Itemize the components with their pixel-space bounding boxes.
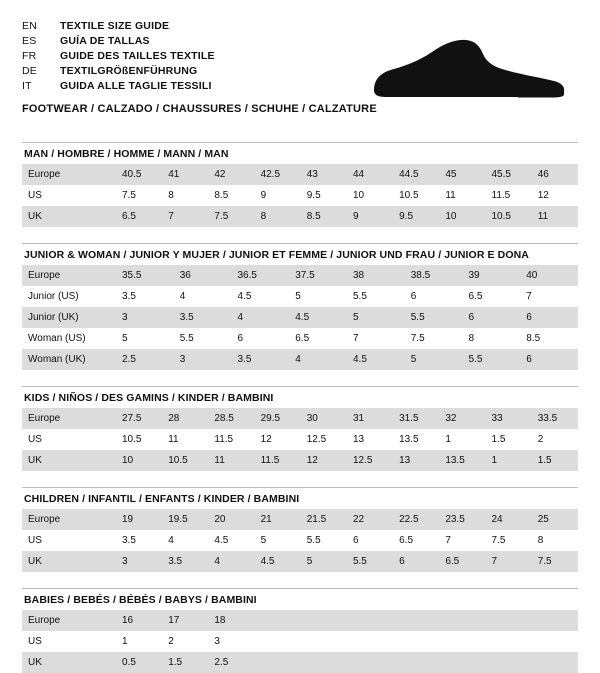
size-cell: 3.5 bbox=[116, 286, 174, 307]
size-cell bbox=[301, 631, 347, 652]
dress-shoe-icon bbox=[368, 34, 568, 106]
size-cell: 8.5 bbox=[520, 328, 578, 349]
size-cell bbox=[393, 631, 439, 652]
size-cell: 43 bbox=[301, 164, 347, 185]
size-cell: 2 bbox=[532, 429, 578, 450]
size-cell: 10 bbox=[347, 185, 393, 206]
size-cell: 5 bbox=[347, 307, 405, 328]
row-label: Junior (UK) bbox=[22, 307, 116, 328]
size-cell: 21.5 bbox=[301, 509, 347, 530]
size-cell: 45 bbox=[439, 164, 485, 185]
size-cell: 22.5 bbox=[393, 509, 439, 530]
row-label: Woman (UK) bbox=[22, 349, 116, 370]
size-cell: 6 bbox=[463, 307, 521, 328]
table-row bbox=[22, 551, 578, 572]
size-cell: 40 bbox=[520, 265, 578, 286]
size-cell: 41 bbox=[162, 164, 208, 185]
size-cell bbox=[347, 652, 393, 673]
size-cell: 10 bbox=[116, 450, 162, 471]
size-cell: 4.5 bbox=[208, 530, 254, 551]
size-cell bbox=[439, 652, 485, 673]
size-cell: 9 bbox=[255, 185, 301, 206]
size-cell: 28 bbox=[162, 408, 208, 429]
size-table bbox=[22, 265, 578, 370]
size-cell: 11 bbox=[439, 185, 485, 206]
size-cell: 4 bbox=[208, 551, 254, 572]
size-cell bbox=[532, 610, 578, 631]
language-title: TEXTILE SIZE GUIDE bbox=[60, 19, 170, 32]
table-row bbox=[22, 631, 578, 652]
size-cell: 9.5 bbox=[301, 185, 347, 206]
table-row bbox=[22, 164, 578, 185]
table-row bbox=[22, 328, 578, 349]
size-cell: 10.5 bbox=[116, 429, 162, 450]
size-cell: 10.5 bbox=[393, 185, 439, 206]
size-cell: 5.5 bbox=[174, 328, 232, 349]
language-title-list bbox=[22, 18, 215, 93]
language-title: GUIDE DES TAILLES TEXTILE bbox=[60, 49, 215, 62]
section-title: KIDS / NIÑOS / DES GAMINS / KINDER / BAMBINI bbox=[24, 392, 274, 404]
size-cell: 1 bbox=[486, 450, 532, 471]
size-cell: 1 bbox=[439, 429, 485, 450]
size-cell: 3.5 bbox=[116, 530, 162, 551]
table-row bbox=[22, 610, 578, 631]
size-cell: 13 bbox=[347, 429, 393, 450]
size-cell bbox=[439, 610, 485, 631]
size-cell bbox=[255, 631, 301, 652]
row-label: Europe bbox=[22, 610, 116, 631]
size-cell: 39 bbox=[463, 265, 521, 286]
size-cell bbox=[439, 631, 485, 652]
size-cell: 9 bbox=[347, 206, 393, 227]
language-row bbox=[22, 48, 215, 63]
size-cell: 12 bbox=[255, 429, 301, 450]
size-cell: 8.5 bbox=[301, 206, 347, 227]
size-cell bbox=[301, 652, 347, 673]
table-row bbox=[22, 265, 578, 286]
size-cell: 16 bbox=[116, 610, 162, 631]
size-cell: 18 bbox=[208, 610, 254, 631]
size-cell: 0.5 bbox=[116, 652, 162, 673]
language-code: EN bbox=[22, 19, 37, 32]
size-cell: 6 bbox=[405, 286, 463, 307]
size-cell: 5.5 bbox=[405, 307, 463, 328]
size-cell: 3.5 bbox=[232, 349, 290, 370]
size-cell: 2.5 bbox=[116, 349, 174, 370]
size-cell: 6.5 bbox=[463, 286, 521, 307]
size-table bbox=[22, 408, 578, 471]
size-section bbox=[22, 487, 578, 572]
size-cell: 3 bbox=[116, 307, 174, 328]
language-row bbox=[22, 63, 215, 78]
size-cell: 5.5 bbox=[347, 286, 405, 307]
row-label: US bbox=[22, 185, 116, 206]
size-cell: 3.5 bbox=[174, 307, 232, 328]
language-code: FR bbox=[22, 49, 37, 62]
size-cell: 7.5 bbox=[405, 328, 463, 349]
section-title: CHILDREN / INFANTIL / ENFANTS / KINDER / BAMBINI bbox=[24, 493, 300, 505]
language-code: DE bbox=[22, 64, 37, 77]
size-cell: 42 bbox=[208, 164, 254, 185]
size-cell: 29.5 bbox=[255, 408, 301, 429]
size-cell: 4 bbox=[289, 349, 347, 370]
size-cell bbox=[347, 631, 393, 652]
size-cell: 6.5 bbox=[393, 530, 439, 551]
size-cell bbox=[486, 652, 532, 673]
size-tables bbox=[22, 142, 578, 673]
size-cell: 42.5 bbox=[255, 164, 301, 185]
size-cell: 7 bbox=[162, 206, 208, 227]
size-cell: 4 bbox=[162, 530, 208, 551]
size-cell: 7 bbox=[486, 551, 532, 572]
row-label: Woman (US) bbox=[22, 328, 116, 349]
size-cell: 11 bbox=[162, 429, 208, 450]
category-line: FOOTWEAR / CALZADO / CHAUSSURES / SCHUHE / CALZATURE bbox=[22, 103, 377, 115]
size-cell: 4.5 bbox=[347, 349, 405, 370]
size-cell: 7.5 bbox=[116, 185, 162, 206]
size-cell: 37.5 bbox=[289, 265, 347, 286]
size-cell: 8.5 bbox=[208, 185, 254, 206]
row-label: UK bbox=[22, 450, 116, 471]
size-cell: 3 bbox=[174, 349, 232, 370]
size-cell: 25 bbox=[532, 509, 578, 530]
size-cell: 8 bbox=[463, 328, 521, 349]
size-cell: 30 bbox=[301, 408, 347, 429]
size-cell: 10 bbox=[439, 206, 485, 227]
size-cell bbox=[301, 610, 347, 631]
row-label: Europe bbox=[22, 509, 116, 530]
size-section bbox=[22, 588, 578, 673]
section-title: BABIES / BEBÉS / BÉBÉS / BABYS / BAMBINI bbox=[24, 594, 257, 606]
size-cell: 6 bbox=[232, 328, 290, 349]
size-cell: 46 bbox=[532, 164, 578, 185]
size-cell: 33 bbox=[486, 408, 532, 429]
size-cell: 20 bbox=[208, 509, 254, 530]
table-row bbox=[22, 530, 578, 551]
row-label: Europe bbox=[22, 408, 116, 429]
size-cell bbox=[347, 610, 393, 631]
size-table bbox=[22, 164, 578, 227]
table-row bbox=[22, 286, 578, 307]
size-cell: 6 bbox=[347, 530, 393, 551]
table-row bbox=[22, 652, 578, 673]
size-cell: 38.5 bbox=[405, 265, 463, 286]
size-cell: 10.5 bbox=[162, 450, 208, 471]
size-cell: 11 bbox=[532, 206, 578, 227]
row-label: Junior (US) bbox=[22, 286, 116, 307]
size-cell: 5.5 bbox=[347, 551, 393, 572]
size-cell: 2 bbox=[162, 631, 208, 652]
row-label: US bbox=[22, 429, 116, 450]
size-cell: 22 bbox=[347, 509, 393, 530]
size-cell: 40.5 bbox=[116, 164, 162, 185]
size-cell: 23.5 bbox=[439, 509, 485, 530]
size-cell: 9.5 bbox=[393, 206, 439, 227]
size-cell: 4.5 bbox=[289, 307, 347, 328]
size-cell: 3 bbox=[208, 631, 254, 652]
size-section bbox=[22, 386, 578, 471]
size-cell bbox=[393, 652, 439, 673]
size-cell: 5 bbox=[255, 530, 301, 551]
size-cell: 44.5 bbox=[393, 164, 439, 185]
size-cell: 12.5 bbox=[301, 429, 347, 450]
size-cell: 11.5 bbox=[255, 450, 301, 471]
row-label: UK bbox=[22, 206, 116, 227]
size-section bbox=[22, 243, 578, 370]
size-cell: 33.5 bbox=[532, 408, 578, 429]
language-code: IT bbox=[22, 79, 32, 92]
size-cell: 7.5 bbox=[208, 206, 254, 227]
size-table bbox=[22, 509, 578, 572]
size-cell bbox=[255, 610, 301, 631]
table-row bbox=[22, 206, 578, 227]
size-cell: 19 bbox=[116, 509, 162, 530]
size-cell: 12 bbox=[301, 450, 347, 471]
size-cell: 45.5 bbox=[486, 164, 532, 185]
size-cell: 32 bbox=[439, 408, 485, 429]
language-row bbox=[22, 18, 215, 33]
size-cell: 7 bbox=[439, 530, 485, 551]
size-cell: 19.5 bbox=[162, 509, 208, 530]
size-cell: 6.5 bbox=[116, 206, 162, 227]
size-cell: 24 bbox=[486, 509, 532, 530]
size-cell bbox=[255, 652, 301, 673]
size-cell: 13.5 bbox=[439, 450, 485, 471]
row-label: UK bbox=[22, 551, 116, 572]
size-cell: 5 bbox=[289, 286, 347, 307]
size-cell bbox=[486, 631, 532, 652]
size-table bbox=[22, 610, 578, 673]
size-cell: 1.5 bbox=[532, 450, 578, 471]
size-cell: 12 bbox=[532, 185, 578, 206]
row-label: Europe bbox=[22, 164, 116, 185]
row-label: US bbox=[22, 530, 116, 551]
size-cell: 36 bbox=[174, 265, 232, 286]
header bbox=[22, 18, 578, 126]
size-cell: 27.5 bbox=[116, 408, 162, 429]
language-title: TEXTILGRÖßENFÜHRUNG bbox=[60, 64, 198, 77]
size-cell bbox=[532, 631, 578, 652]
size-cell: 2.5 bbox=[208, 652, 254, 673]
size-section bbox=[22, 142, 578, 227]
size-cell: 11.5 bbox=[208, 429, 254, 450]
size-cell bbox=[486, 610, 532, 631]
size-cell: 7.5 bbox=[486, 530, 532, 551]
size-cell: 11 bbox=[208, 450, 254, 471]
size-cell: 17 bbox=[162, 610, 208, 631]
size-cell: 6 bbox=[520, 307, 578, 328]
size-cell: 3 bbox=[116, 551, 162, 572]
size-cell: 6 bbox=[520, 349, 578, 370]
language-title: GUIDA ALLE TAGLIE TESSILI bbox=[60, 79, 212, 92]
size-cell: 38 bbox=[347, 265, 405, 286]
size-cell: 1.5 bbox=[162, 652, 208, 673]
size-cell: 3.5 bbox=[162, 551, 208, 572]
table-row bbox=[22, 307, 578, 328]
size-cell: 8 bbox=[532, 530, 578, 551]
size-cell: 5 bbox=[301, 551, 347, 572]
table-row bbox=[22, 349, 578, 370]
size-cell: 4 bbox=[232, 307, 290, 328]
size-cell: 31 bbox=[347, 408, 393, 429]
language-row bbox=[22, 78, 215, 93]
size-cell: 1.5 bbox=[486, 429, 532, 450]
table-row bbox=[22, 450, 578, 471]
row-label: US bbox=[22, 631, 116, 652]
size-cell: 7.5 bbox=[532, 551, 578, 572]
size-cell: 21 bbox=[255, 509, 301, 530]
size-cell: 13.5 bbox=[393, 429, 439, 450]
size-cell: 6.5 bbox=[439, 551, 485, 572]
size-cell: 8 bbox=[255, 206, 301, 227]
size-cell: 28.5 bbox=[208, 408, 254, 429]
size-cell: 36.5 bbox=[232, 265, 290, 286]
size-cell: 1 bbox=[116, 631, 162, 652]
size-cell: 13 bbox=[393, 450, 439, 471]
size-cell: 6.5 bbox=[289, 328, 347, 349]
size-cell: 7 bbox=[347, 328, 405, 349]
size-cell bbox=[532, 652, 578, 673]
size-cell: 44 bbox=[347, 164, 393, 185]
size-cell: 11.5 bbox=[486, 185, 532, 206]
size-cell: 4.5 bbox=[232, 286, 290, 307]
size-cell: 31.5 bbox=[393, 408, 439, 429]
row-label: Europe bbox=[22, 265, 116, 286]
section-title: JUNIOR & WOMAN / JUNIOR Y MUJER / JUNIOR ET FEMME / JUNIOR UND FRAU / JUNIOR E DONA bbox=[24, 249, 529, 261]
size-cell: 35.5 bbox=[116, 265, 174, 286]
table-row bbox=[22, 509, 578, 530]
table-row bbox=[22, 408, 578, 429]
size-cell: 5.5 bbox=[301, 530, 347, 551]
row-label: UK bbox=[22, 652, 116, 673]
size-cell: 8 bbox=[162, 185, 208, 206]
size-cell bbox=[393, 610, 439, 631]
language-code: ES bbox=[22, 34, 37, 47]
table-row bbox=[22, 185, 578, 206]
size-cell: 10.5 bbox=[486, 206, 532, 227]
language-row bbox=[22, 33, 215, 48]
table-row bbox=[22, 429, 578, 450]
size-cell: 6 bbox=[393, 551, 439, 572]
language-title: GUÍA DE TALLAS bbox=[60, 34, 150, 47]
size-cell: 4.5 bbox=[255, 551, 301, 572]
size-cell: 7 bbox=[520, 286, 578, 307]
size-cell: 5 bbox=[405, 349, 463, 370]
section-title: MAN / HOMBRE / HOMME / MANN / MAN bbox=[24, 148, 229, 160]
size-cell: 5.5 bbox=[463, 349, 521, 370]
size-cell: 5 bbox=[116, 328, 174, 349]
size-cell: 12.5 bbox=[347, 450, 393, 471]
size-cell: 4 bbox=[174, 286, 232, 307]
